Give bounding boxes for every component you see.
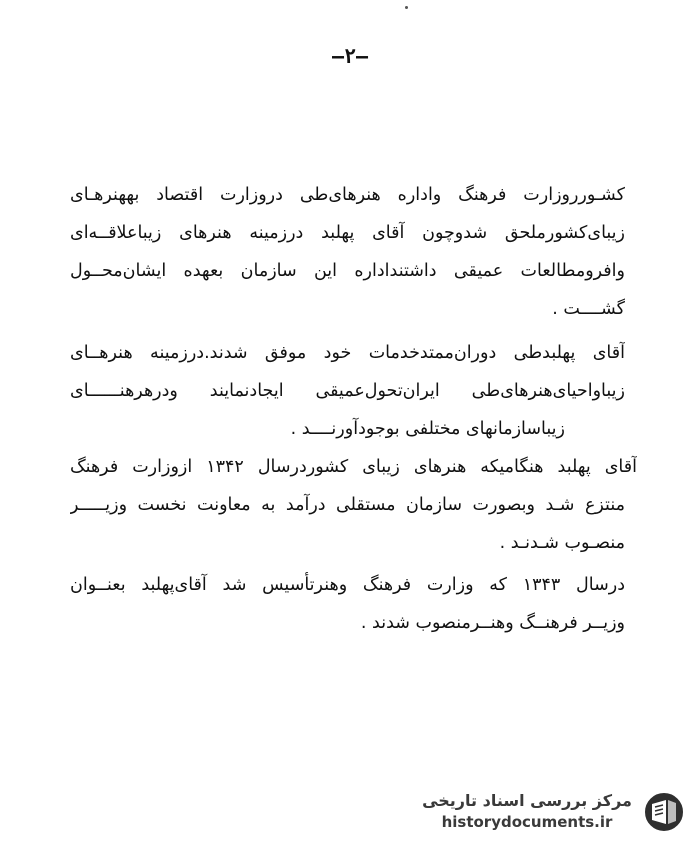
body-line: وافرومطالعات عمیقی داشتنداداره این سازمان بعهده ایشان‌محــول: [70, 261, 625, 281]
page-number: —۲—: [331, 44, 369, 68]
body-line: زیباواحیای‌هنرهای‌طی ایران‌تحول‌عمیقی ایجادنمایند ودرهرهنــــــای: [70, 381, 625, 401]
archive-logo-icon: [642, 790, 686, 834]
scan-speck: [405, 6, 408, 9]
body-line: منتزع شـد وبصورت سازمان مستقلی درآمد به معاونت نخست وزیـــــر: [70, 495, 625, 515]
watermark-url: historydocuments.ir: [441, 813, 613, 831]
body-line: درسال ۱۳۴۳ که وزارت فرهنگ وهنرتأسیس شد آقای‌پهلبد بعنــوان: [70, 575, 625, 595]
body-line: آقای پهلبدطی دوران‌ممتدخدمات خود موفق شدند.درزمینه هنرهــای: [70, 343, 625, 363]
body-line: کشـورروزارت فرهنگ واداره هنرهای‌طی دروزارت اقتصاد بههنرهـای: [70, 185, 625, 205]
body-line: گشــــت .: [552, 299, 625, 319]
letter-body: [70, 176, 637, 642]
body-line: زیباسازمانهای مختلفی بوجودآورنــــد .: [290, 419, 565, 439]
archive-watermark: [414, 788, 690, 838]
body-line: وزیــر فرهنــگ وهنــرمنصوب شدند .: [360, 613, 625, 633]
body-line: منصـوب شـدنـد .: [499, 533, 625, 553]
body-line: زیبای‌کشورملحق شدوچون آقای پهلبد درزمینه هنرهای زیباعلاقــه‌ای: [70, 223, 625, 243]
watermark-name: مرکز بررسی اسناد تاریخی: [422, 791, 632, 810]
body-line: آقای پهلبد هنگامیکه هنرهای زیبای کشوردرسال ۱۳۴۲ ازوزارت فرهنگ: [70, 457, 637, 477]
